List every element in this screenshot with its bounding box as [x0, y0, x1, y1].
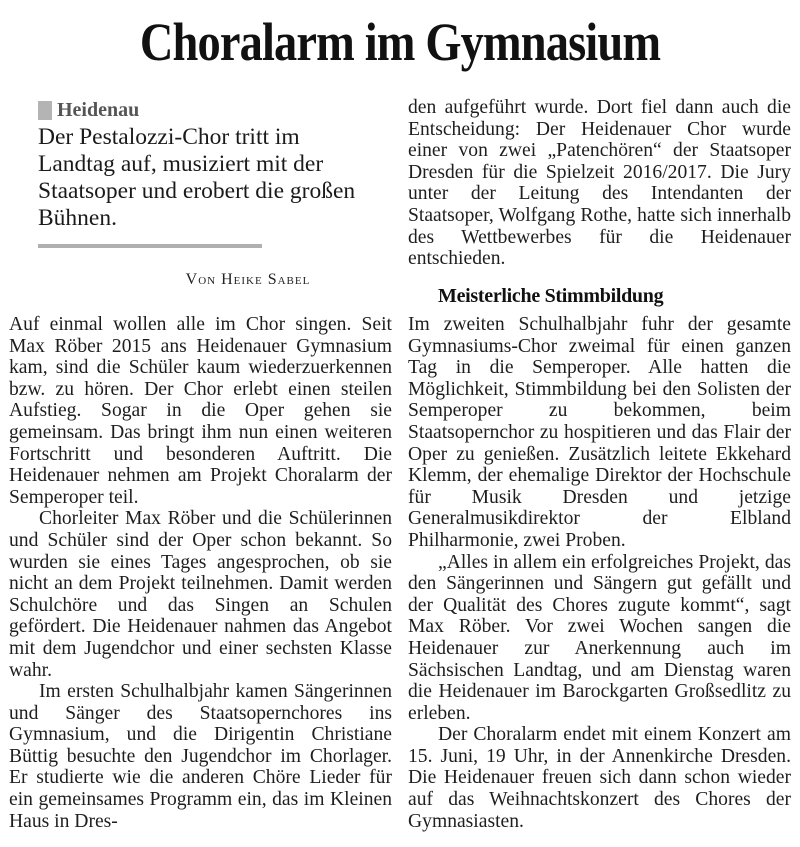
subheadline-divider — [38, 244, 262, 248]
body-paragraph: „Alles in allem ein erfolgreiches Projekt, das den Sängerinnen und Sängern gut gefällt und der Qualität des Chores zugute kommt“, sagt Max Röber. Vor zwei Wochen sangen die Heidenauer zur Anerkennung auch im Sächsischen Landtag, und am Dienstag waren die Heidenauer im Barockgarten Großsedlitz zu erleben. — [408, 551, 791, 724]
body-paragraph: Auf einmal wollen alle im Chor singen. Seit Max Röber 2015 ans Heidenauer Gymnasium kam, sind die Schüler kaum wiederzuerkennen bzw. zu hören. Der Chor erlebt einen steilen Aufstieg. Sogar in die Oper gehen sie gemeinsam. Das bringt ihm nun einen weiteren Fortschritt und besonderen Auftritt. Die Heidenauer nehmen am Projekt Choralarm der Semperoper teil. — [9, 314, 392, 508]
byline — [0, 271, 400, 289]
body-paragraph: den aufgeführt wurde. Dort fiel dann auch die Entscheidung: Der Heidenauer Chor wurde einer von zwei „Patenchören“ der Staatsoper Dresden für die Spielzeit 2016/2017. Die Jury unter der Leitung des Intendanten der Staatsoper, Wolfgang Rothe, hatte sich innerhalb des Wettbewerbes für die Heidenauer entschieden. — [408, 97, 791, 270]
right-column — [408, 314, 791, 832]
right-column-heading — [408, 284, 791, 308]
article-headline: Choralarm im Gymnasium — [139, 12, 661, 72]
kicker-label: Heidenau — [57, 99, 140, 121]
byline-author: Von Heike Sabel — [185, 271, 311, 288]
body-paragraph: Im ersten Schulhalbjahr kamen Sängerinnen und Sänger des Staatsopernchores ins Gymnasium, und die Dirigentin Christiane Büttig besuchte den Jugendchor im Chorlager. Er studierte wie die anderen Chöre Lieder für ein gemeinsames Programm ein, das im Kleinen Haus in Dres- — [9, 681, 392, 832]
body-paragraph: Im zweiten Schulhalbjahr fuhr der gesamte Gymnasiums-Chor zweimal für einen ganzen Tag in die Semperoper. Alle hatten die Möglichkeit, Stimmbildung bei den Solisten der Semperoper zu bekommen, beim Staatsopernchor zu hospitieren und das Flair der Oper zu genießen. Zusätzlich leitete Ekkehard Klemm, der ehemalige Direktor der Hochschule für Musik Dresden und jetzige Generalmusikdirektor der Elbland Philharmonie, zwei Proben. — [408, 314, 791, 551]
article-subheadline: Der Pestalozzi-Chor tritt im Landtag auf, musiziert mit der Staatsoper und erobert die großen Bühnen. — [38, 124, 356, 231]
left-column — [9, 314, 392, 832]
kicker-marker-icon — [38, 101, 52, 120]
kicker — [38, 98, 139, 122]
right-column-continuation — [408, 97, 791, 270]
body-paragraph: Der Choralarm endet mit einem Konzert am 15. Juni, 19 Uhr, in der Annenkirche Dresden. Die Heidenauer freuen sich dann schon wieder auf das Weihnachtskonzert des Chores der Gymnasiasten. — [408, 724, 791, 832]
body-paragraph: Chorleiter Max Röber und die Schülerinnen und Schüler sind der Oper schon bekannt. So wurden sie eines Tages angesprochen, ob sie nicht an dem Projekt teilnehmen. Damit werden Schulchöre und das Singen an Schulen gefördert. Die Heidenauer nahmen das Angebot mit dem Jugendchor und einer sechsten Klasse wahr. — [9, 508, 392, 681]
section-heading: Meisterliche Stimmbildung — [438, 285, 664, 307]
